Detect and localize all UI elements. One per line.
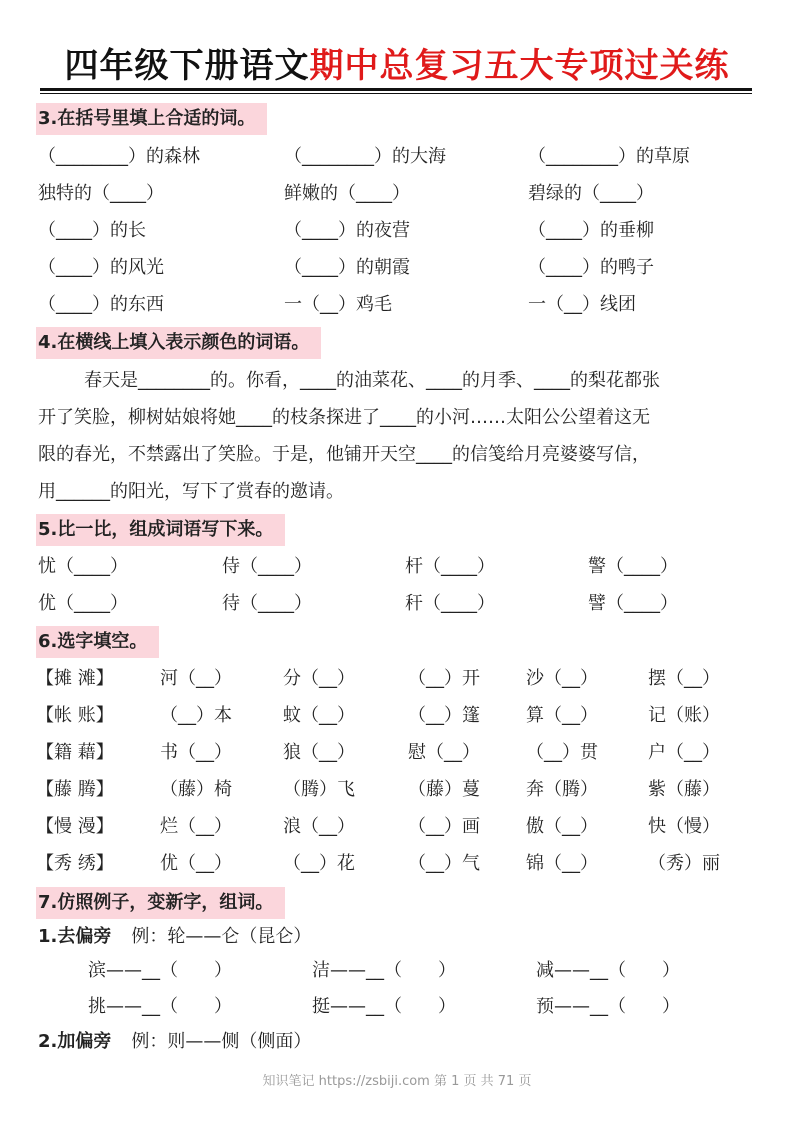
s6-row <box>0 775 794 805</box>
title-rule-thick <box>40 88 752 91</box>
s6-item: 浪（__） <box>283 816 355 837</box>
s3-item: （____）的风光 <box>38 257 164 278</box>
s6-item: 分（__） <box>283 668 355 689</box>
section-6-heading: 6.选字填空。 <box>36 626 159 658</box>
s6-item: 傲（__） <box>526 816 598 837</box>
s3-item: （____）的夜营 <box>284 220 410 241</box>
title-rule-thin <box>40 93 752 94</box>
s6-item: （__）画 <box>408 816 480 837</box>
s6-item: （__）本 <box>160 705 232 726</box>
s5-item: 优（____） <box>38 593 128 614</box>
s7-sub2 <box>38 1027 311 1057</box>
s6-row <box>0 664 794 694</box>
page-title <box>0 42 794 90</box>
s7-sub1-example: 例：轮——仑（昆仑） <box>131 926 312 947</box>
s3-item: 鲜嫩的（____） <box>284 183 410 204</box>
s6-item: 慰（__） <box>408 742 480 763</box>
s6-item: 锦（__） <box>526 853 598 874</box>
s6-item: （藤）椅 <box>160 779 232 800</box>
s6-item: 奔（腾） <box>526 779 598 800</box>
s5-item: 秆（____） <box>405 593 495 614</box>
title-black-part: 四年级下册语文 <box>64 46 310 86</box>
s3-row <box>0 179 794 209</box>
s4-line: 开了笑脸，柳树姑娘将她____的枝条探进了____的小河……太阳公公望着这无 <box>38 407 650 428</box>
s5-row <box>0 589 794 619</box>
s6-item: 狼（__） <box>283 742 355 763</box>
s6-choice: 【摊 滩】 <box>36 668 114 689</box>
s3-item: 碧绿的（____） <box>528 183 654 204</box>
s7-row <box>0 956 794 986</box>
s6-choice: 【帐 账】 <box>36 705 114 726</box>
s5-item: 忧（____） <box>38 556 128 577</box>
s7-sub2-example: 例：则——侧（侧面） <box>131 1031 312 1052</box>
s7-item: 减——__（ ） <box>536 960 680 981</box>
s6-item: 蚊（__） <box>283 705 355 726</box>
s7-sub2-label: 2.加偏旁 <box>38 1031 112 1052</box>
s7-sub1 <box>38 922 311 952</box>
s6-item: 河（__） <box>160 668 232 689</box>
s3-row <box>0 253 794 283</box>
s6-choice: 【慢 漫】 <box>36 816 114 837</box>
s6-item: 烂（__） <box>160 816 232 837</box>
s3-item: （____）的鸭子 <box>528 257 654 278</box>
s6-item: 优（__） <box>160 853 232 874</box>
section-3-heading: 3.在括号里填上合适的词。 <box>36 103 267 135</box>
s5-item: 侍（____） <box>222 556 312 577</box>
s6-item: 户（__） <box>648 742 720 763</box>
s6-item: （__）花 <box>283 853 355 874</box>
s7-item: 预——__（ ） <box>536 996 680 1017</box>
s7-row <box>0 992 794 1022</box>
s6-item: （__）篷 <box>408 705 480 726</box>
s6-item: （__）开 <box>408 668 480 689</box>
s3-row <box>0 216 794 246</box>
s6-item: （腾）飞 <box>283 779 355 800</box>
s4-line: 用______的阳光，写下了赏春的邀请。 <box>38 481 344 502</box>
s3-item: （____）的朝霞 <box>284 257 410 278</box>
s6-item: 摆（__） <box>648 668 720 689</box>
s3-item: （________）的草原 <box>528 146 690 167</box>
s6-item: 紫（藤） <box>648 779 720 800</box>
s5-item: 警（____） <box>588 556 678 577</box>
s4-paragraph <box>38 362 760 510</box>
s5-item: 譬（____） <box>588 593 678 614</box>
s7-item: 滨——__（ ） <box>88 960 232 981</box>
s6-item: 沙（__） <box>526 668 598 689</box>
s5-item: 杆（____） <box>405 556 495 577</box>
s4-line: 春天是________的。你看，____的油菜花、____的月季、____的梨花都张 <box>84 370 660 391</box>
s3-item: （____）的垂柳 <box>528 220 654 241</box>
s6-item: 书（__） <box>160 742 232 763</box>
section-5-heading: 5.比一比，组成词语写下来。 <box>36 514 285 546</box>
section-4-heading: 4.在横线上填入表示颜色的词语。 <box>36 327 321 359</box>
s6-row <box>0 849 794 879</box>
s6-item: （秀）丽 <box>648 853 720 874</box>
s6-item: （__）贯 <box>526 742 598 763</box>
s6-choice: 【籍 藉】 <box>36 742 114 763</box>
s7-item: 挑——__（ ） <box>88 996 232 1017</box>
s3-row <box>0 142 794 172</box>
s3-item: 一（__）线团 <box>528 294 636 315</box>
s7-sub1-label: 1.去偏旁 <box>38 926 112 947</box>
s3-item: （____）的长 <box>38 220 146 241</box>
page-footer: 知识笔记 https://zsbiji.com 第 1 页 共 71 页 <box>262 1074 532 1089</box>
s3-item: （________）的大海 <box>284 146 446 167</box>
s6-choice: 【秀 绣】 <box>36 853 114 874</box>
s3-item: （________）的森林 <box>38 146 200 167</box>
s6-row <box>0 812 794 842</box>
s6-row <box>0 738 794 768</box>
s4-line: 限的春光，不禁露出了笑脸。于是，他铺开天空____的信笺给月亮婆婆写信， <box>38 444 650 465</box>
s7-item: 挺——__（ ） <box>312 996 456 1017</box>
s7-item: 洁——__（ ） <box>312 960 456 981</box>
s3-item: （____）的东西 <box>38 294 164 315</box>
title-red-part: 期中总复习五大专项过关练 <box>309 46 730 86</box>
s6-choice: 【藤 腾】 <box>36 779 114 800</box>
s6-item: 算（__） <box>526 705 598 726</box>
s5-row <box>0 552 794 582</box>
s3-row <box>0 290 794 320</box>
s6-item: （__）气 <box>408 853 480 874</box>
s3-item: 一（__）鸡毛 <box>284 294 392 315</box>
s6-item: 快（慢） <box>648 816 720 837</box>
s5-item: 待（____） <box>222 593 312 614</box>
s6-row <box>0 701 794 731</box>
s6-item: 记（账） <box>648 705 720 726</box>
s3-item: 独特的（____） <box>38 183 164 204</box>
s6-item: （藤）蔓 <box>408 779 480 800</box>
section-7-heading: 7.仿照例子，变新字，组词。 <box>36 887 285 919</box>
